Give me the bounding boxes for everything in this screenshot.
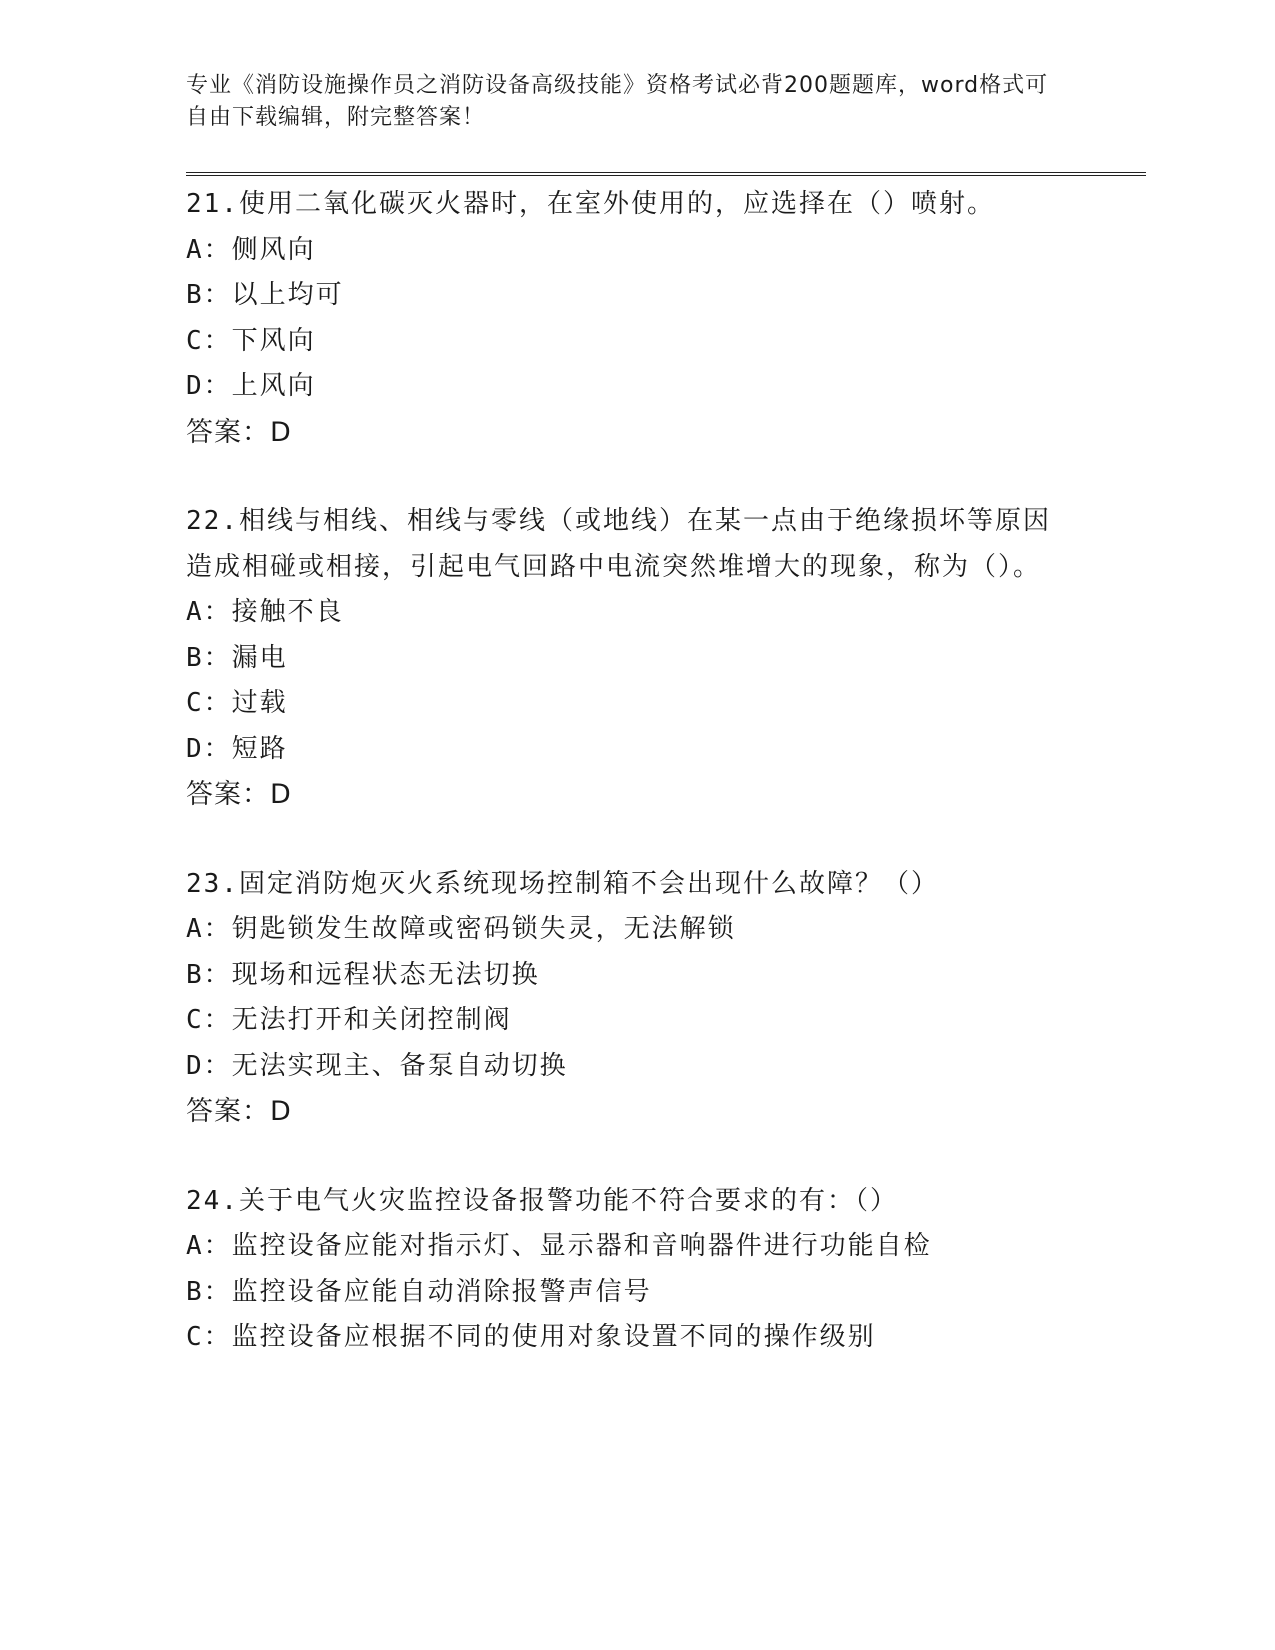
question-23 <box>186 862 1146 1135</box>
question-21 <box>186 182 1146 455</box>
option-d: D：无法实现主、备泵自动切换 <box>186 1050 568 1081</box>
option-b: B：现场和远程状态无法切换 <box>186 959 540 990</box>
question-stem: 24.关于电气火灾监控设备报警功能不符合要求的有：（） <box>186 1185 898 1216</box>
option-a: A：接触不良 <box>186 597 344 627</box>
option-b: B：以上均可 <box>186 280 344 310</box>
question-stem: 22.相线与相线、相线与零线（或地线）在某一点由于绝缘损坏等原因造成相碰或相接，引起电气回路中电流突然堆增大的现象，称为（）。 <box>186 506 1051 582</box>
question-list <box>186 182 1146 1361</box>
option-a: A：监控设备应能对指示灯、显示器和音响器件进行功能自检 <box>186 1231 932 1261</box>
option-a: A：钥匙锁发生故障或密码锁失灵，无法解锁 <box>186 914 736 944</box>
option-c: C：无法打开和关闭控制阀 <box>186 1005 512 1035</box>
option-c: C：监控设备应根据不同的使用对象设置不同的操作级别 <box>186 1322 876 1352</box>
question-stem: 23.固定消防炮灭火系统现场控制箱不会出现什么故障？（） <box>186 868 939 899</box>
question-stem: 21.使用二氧化碳灭火器时，在室外使用的，应选择在（）喷射。 <box>186 189 995 219</box>
answer-text: 答案：D <box>186 1096 292 1127</box>
option-d: D：上风向 <box>186 371 316 401</box>
option-a: A：侧风向 <box>186 234 316 265</box>
option-d: D：短路 <box>186 733 288 764</box>
document-header: 专业《消防设施操作员之消防设备高级技能》资格考试必背200题题库，word格式可自由下载编辑，附完整答案！ <box>186 73 1049 130</box>
option-b: B：漏电 <box>186 642 288 673</box>
question-22 <box>186 499 1146 818</box>
option-b: B：监控设备应能自动消除报警声信号 <box>186 1276 652 1307</box>
option-c: C：过载 <box>186 688 288 718</box>
question-24 <box>186 1179 1146 1361</box>
header-divider <box>186 172 1146 176</box>
option-c: C：下风向 <box>186 325 316 356</box>
answer-text: 答案：D <box>186 416 292 448</box>
answer-text: 答案：D <box>186 779 292 810</box>
document-page <box>186 70 1146 1405</box>
